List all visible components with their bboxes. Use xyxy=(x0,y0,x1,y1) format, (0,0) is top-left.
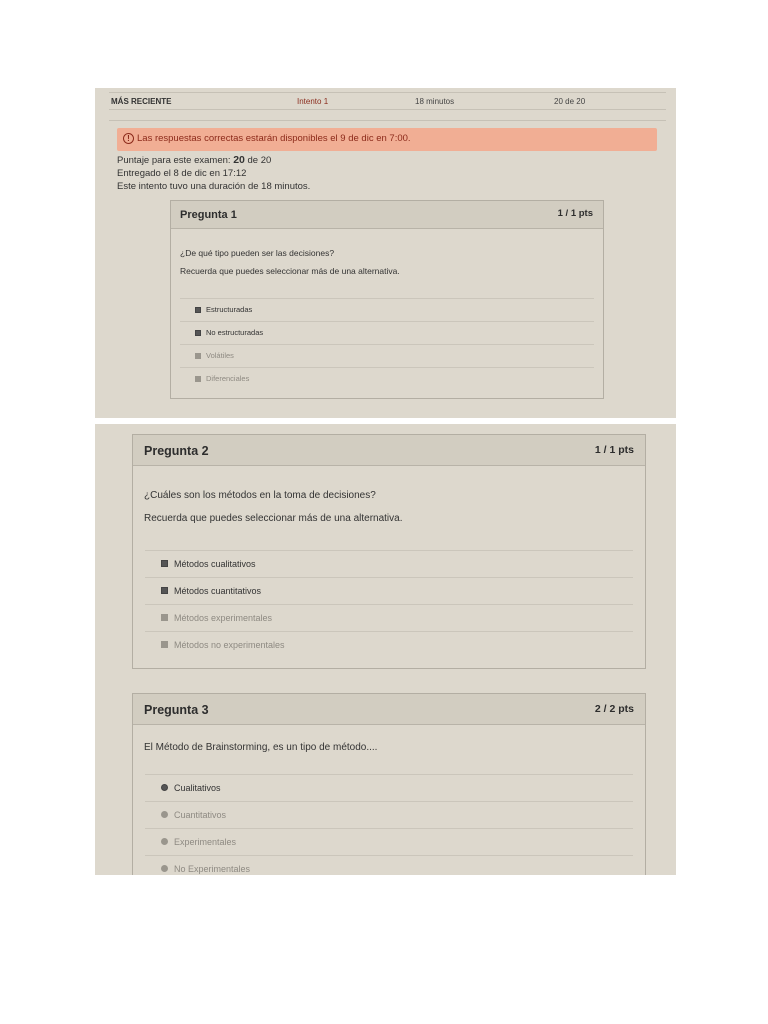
attempt-link[interactable]: Intento 1 xyxy=(297,97,329,106)
quiz-results-panel xyxy=(95,88,676,418)
score-summary xyxy=(117,154,271,166)
question-title: Pregunta 1 xyxy=(180,209,237,221)
checkbox-checked[interactable] xyxy=(161,587,168,594)
answer-option[interactable] xyxy=(180,367,594,390)
question-card-3 xyxy=(132,693,646,875)
answer-label: No estructuradas xyxy=(206,328,264,337)
answer-label: Métodos cuantitativos xyxy=(174,586,262,596)
answer-option[interactable] xyxy=(145,577,633,604)
radio-selected[interactable] xyxy=(161,784,168,791)
answer-option[interactable] xyxy=(180,344,594,367)
answer-label: Diferenciales xyxy=(206,374,250,383)
question-header xyxy=(171,201,603,229)
question-title: Pregunta 2 xyxy=(144,444,209,458)
alert-text: Las respuestas correctas estarán disponibles el 9 de dic en 7:00. xyxy=(137,133,411,144)
attempt-label: MÁS RECIENTE xyxy=(111,97,172,106)
radio-unselected[interactable] xyxy=(161,865,168,872)
answer-label: Cuantitativos xyxy=(174,810,227,820)
question-text: ¿Cuáles son los métodos en la toma de decisiones? xyxy=(144,490,376,501)
checkbox-checked[interactable] xyxy=(195,307,201,313)
answer-option[interactable] xyxy=(145,774,633,801)
answer-label: Métodos experimentales xyxy=(174,613,273,623)
radio-unselected[interactable] xyxy=(161,811,168,818)
checkbox-checked[interactable] xyxy=(195,330,201,336)
answer-label: No Experimentales xyxy=(174,864,251,874)
checkbox-unchecked[interactable] xyxy=(195,353,201,359)
question-points: 1 / 1 pts xyxy=(557,208,593,219)
answer-option[interactable] xyxy=(145,828,633,855)
question-card-1 xyxy=(170,200,604,399)
answer-option[interactable] xyxy=(145,855,633,875)
attempt-history-row xyxy=(109,92,666,110)
submitted-date: Entregado el 8 de dic en 17:12 xyxy=(117,168,247,179)
answer-option[interactable] xyxy=(180,321,594,344)
answer-label: Métodos cualitativos xyxy=(174,559,256,569)
checkbox-unchecked[interactable] xyxy=(161,614,168,621)
attempt-duration-text: Este intento tuvo una duración de 18 minutos. xyxy=(117,181,311,192)
checkbox-checked[interactable] xyxy=(161,560,168,567)
question-hint: Recuerda que puedes seleccionar más de una alternativa. xyxy=(180,266,400,276)
question-card-2 xyxy=(132,434,646,669)
answer-option[interactable] xyxy=(145,801,633,828)
answer-option[interactable] xyxy=(145,631,633,658)
answer-option[interactable] xyxy=(145,604,633,631)
score-value: 20 xyxy=(233,154,245,166)
question-header xyxy=(133,694,645,725)
question-points: 1 / 1 pts xyxy=(594,444,634,456)
checkbox-unchecked[interactable] xyxy=(161,641,168,648)
radio-unselected[interactable] xyxy=(161,838,168,845)
answers-available-alert xyxy=(117,128,657,151)
attempt-score: 20 de 20 xyxy=(554,97,586,106)
score-suffix: de 20 xyxy=(247,155,272,166)
divider xyxy=(109,120,666,121)
answer-label: Métodos no experimentales xyxy=(174,640,285,650)
checkbox-unchecked[interactable] xyxy=(195,376,201,382)
quiz-results-panel-continued xyxy=(95,424,676,875)
question-hint: Recuerda que puedes seleccionar más de una alternativa. xyxy=(144,513,403,524)
question-title: Pregunta 3 xyxy=(144,703,209,717)
question-header xyxy=(133,435,645,466)
answer-label: Cualitativos xyxy=(174,783,221,793)
question-text: ¿De qué tipo pueden ser las decisiones? xyxy=(180,248,335,258)
alert-circle-icon: ! xyxy=(123,133,134,144)
question-points: 2 / 2 pts xyxy=(594,703,634,715)
answer-label: Estructuradas xyxy=(206,305,253,314)
answer-option[interactable] xyxy=(180,298,594,321)
answer-label: Experimentales xyxy=(174,837,237,847)
answer-option[interactable] xyxy=(145,550,633,577)
question-text: El Método de Brainstorming, es un tipo de método.... xyxy=(144,742,378,753)
score-prefix: Puntaje para este examen: xyxy=(117,155,231,166)
answer-label: Volátiles xyxy=(206,351,234,360)
attempt-duration: 18 minutos xyxy=(415,97,455,106)
